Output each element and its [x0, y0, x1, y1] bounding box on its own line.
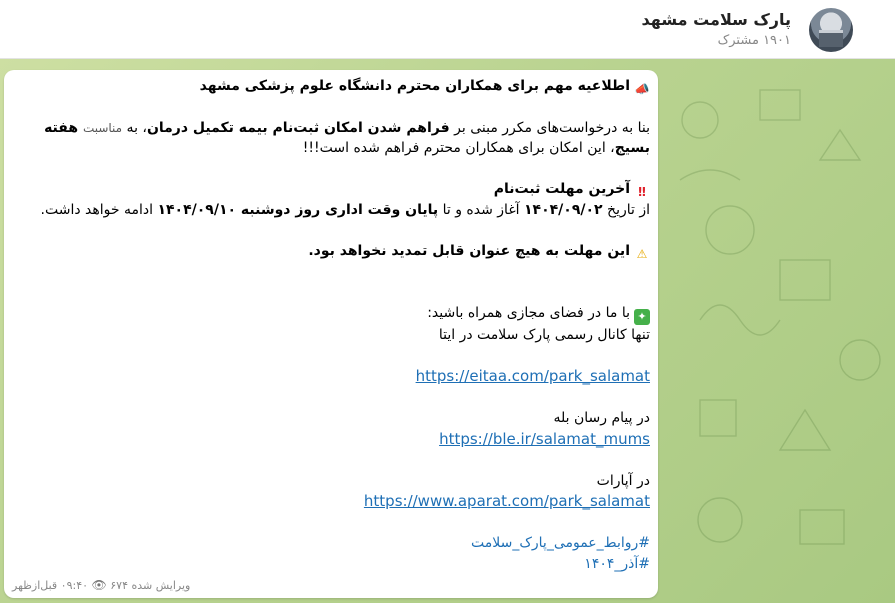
sparkle-icon: ✦	[634, 309, 650, 325]
hashtag-azar[interactable]: #آذر_۱۴۰۴	[584, 555, 650, 572]
message-text	[14, 76, 650, 574]
view-count: ۶۷۴	[110, 579, 128, 592]
channel-avatar[interactable]	[809, 8, 853, 52]
channel-title[interactable]: پارک سلامت مشهد	[641, 10, 791, 29]
eitaa-text: تنها کانال رسمی پارک سلامت در ایتا	[438, 327, 650, 343]
aparat-link[interactable]: https://www.aparat.com/park_salamat	[363, 492, 650, 510]
eitaa-link[interactable]: https://eitaa.com/park_salamat	[415, 367, 650, 385]
double-exclamation-icon: ‼	[638, 185, 646, 199]
message-meta	[12, 578, 190, 592]
eye-icon: 👁	[91, 578, 107, 592]
subscriber-count: ۱۹۰۱ مشترک	[717, 33, 791, 48]
bale-text: در پیام رسان بله	[553, 410, 650, 426]
deadline-text: از تاریخ ۱۴۰۴/۰۹/۰۲ آغاز شده و تا پایان وقت اداری روز دوشنبه ۱۴۰۴/۰۹/۱۰ ادامه خواهد داشت.	[40, 202, 650, 218]
message-time: ۰۹:۴۰ قبل‌ازظهر	[12, 579, 89, 592]
announcement-title: اطلاعیه مهم برای همکاران محترم دانشگاه علوم پزشکی مشهد	[199, 78, 630, 94]
warning-text: این مهلت به هیچ عنوان قابل تمدید نخواهد بود.	[308, 243, 630, 259]
hashtag-public-relations[interactable]: #روابط_عمومی_پارک_سلامت	[471, 535, 650, 551]
warning-icon: ⚠	[636, 247, 648, 261]
deadline-title: آخرین مهلت ثبت‌نام	[493, 181, 630, 197]
aparat-text: در آپارات	[596, 472, 650, 489]
megaphone-icon: 📣	[634, 82, 650, 96]
paragraph-intro: بنا به درخواست‌های مکرر مبنی بر فراهم شدن امکان ثبت‌نام بیمه تکمیل درمان، به مناسبت هفته بسیج، این امکان برای همکاران محترم فراهم شده است!!!	[44, 119, 650, 156]
bale-link[interactable]: https://ble.ir/salamat_mums	[439, 429, 650, 448]
follow-text: با ما در فضای مجازی همراه باشید:	[427, 305, 630, 321]
channel-header[interactable]	[0, 0, 895, 59]
message-bubble	[4, 70, 658, 598]
edited-label: ویرایش شده	[131, 579, 191, 592]
